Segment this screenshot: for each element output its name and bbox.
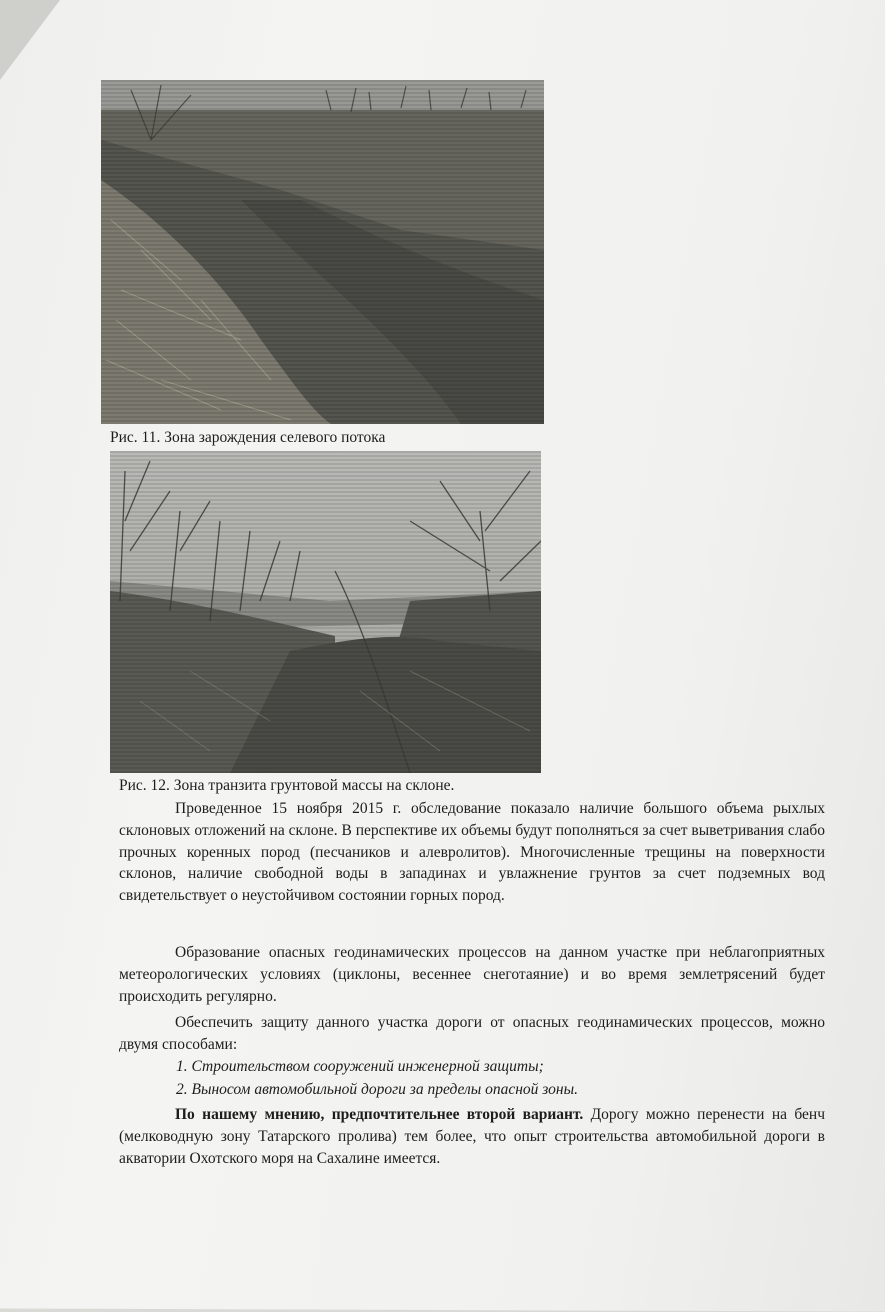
list-item-2: 2. Выносом автомобильной дороги за пределы опасной зоны. <box>176 1081 578 1098</box>
paragraph-survey <box>119 798 825 907</box>
paragraph-conclusion <box>119 1104 825 1169</box>
conclusion-bold-text: По нашему мнению, предпочтительнее второй вариант. <box>175 1106 584 1123</box>
paragraph-protection <box>119 1012 825 1056</box>
conclusion-rest-text: Дорогу можно перенести на бенч (мелководную зону Татарского пролива) тем более, что опыт строительства автомобильной дороги в акватории Охотского моря на Сахалине имеется. <box>119 1106 825 1167</box>
figure-12-caption: Рис. 12. Зона транзита грунтовой массы на склоне. <box>119 777 455 794</box>
paper-corner-fold <box>0 0 60 80</box>
paragraph-protection-text: Обеспечить защиту данного участка дороги от опасных геодинамических процессов, можно двумя способами: <box>119 1014 825 1053</box>
figure-11-caption: Рис. 11. Зона зарождения селевого потока <box>110 429 386 446</box>
paragraph-processes <box>119 942 825 1007</box>
paragraph-survey-text: Проведенное 15 ноября 2015 г. обследование показало наличие большого объема рыхлых склоновых отложений на склоне. В перспективе их объемы будут пополняться за счет выветривания слабо прочных коренных пород (песчаников и алевролитов). Многочисленные трещины на поверхности склонов, наличие свободной воды в западинах и увлажнение грунтов за счет подземных вод свидетельствует о неустойчивом состоянии горных пород. <box>119 800 825 905</box>
figure-11-photo <box>101 80 544 424</box>
figure-12-photo <box>110 451 541 773</box>
list-item-1: 1. Строительством сооружений инженерной защиты; <box>176 1058 544 1075</box>
paragraph-processes-text: Образование опасных геодинамических процессов на данном участке при неблагоприятных метеорологических условиях (циклоны, весеннее снеготаяние) и во время землетрясений будет происходить регулярно. <box>119 944 825 1005</box>
